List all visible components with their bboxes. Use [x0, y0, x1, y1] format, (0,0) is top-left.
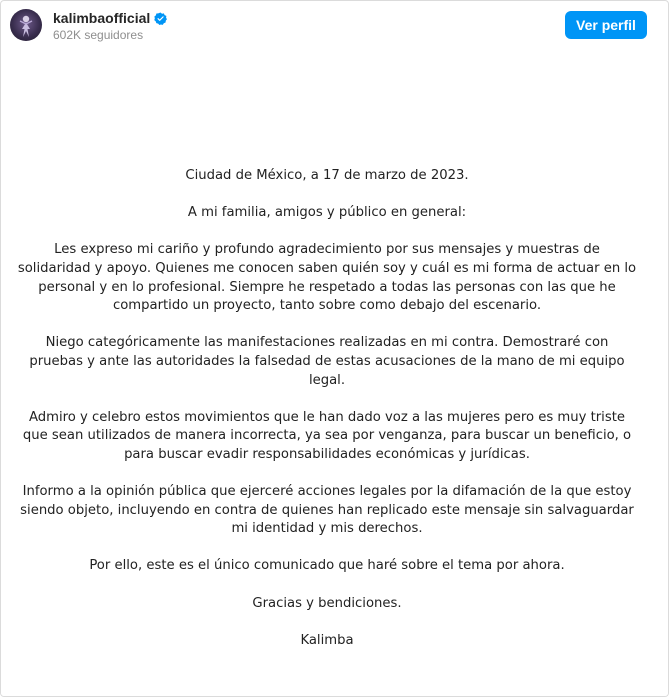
follower-count: 602K seguidores	[53, 28, 144, 42]
username-row	[53, 9, 167, 27]
avatar-figure-icon	[10, 9, 42, 41]
view-profile-button[interactable]: Ver perfil	[565, 11, 647, 39]
statement-closing: Gracias y bendiciones.	[252, 595, 402, 611]
statement-paragraph: Informo a la opinión pública que ejerceré acciones legales por la difamación de la que estoy siendo objeto, incluyendo en contra de quienes han replicado este mensaje sin salvaguardar mi identidad y mis derechos.	[20, 484, 634, 537]
profile-avatar[interactable]	[10, 9, 42, 41]
statement-image[interactable]	[1, 49, 668, 696]
post-header	[1, 1, 668, 49]
statement-paragraph: Niego categóricamente las manifestaciones realizadas en mi contra. Demostraré con pruebas y ante las autoridades la falsedad de estas acusaciones de la mano de mi equipo legal.	[29, 335, 625, 388]
statement-paragraph: Les expreso mi cariño y profundo agradecimiento por sus mensajes y muestras de solidaridad y apoyo. Quienes me conocen saben quién soy y cuál es mi forma de actuar en lo personal y en lo profesional. Siempre he respetado a todas las personas con las que he compartido un proyecto, tanto sobre como debajo del escenario.	[17, 242, 637, 314]
statement-greeting: A mi familia, amigos y público en general:	[187, 205, 467, 221]
statement-signature: Kalimba	[300, 632, 354, 648]
statement-paragraph: Por ello, este es el único comunicado que haré sobre el tema por ahora.	[89, 558, 565, 574]
verified-badge-icon	[154, 12, 167, 25]
username-link[interactable]: kalimbaofficial	[53, 10, 151, 26]
statement-date: Ciudad de México, a 17 de marzo de 2023.	[185, 168, 469, 183]
statement-paragraph: Admiro y celebro estos movimientos que le han dado voz a las mujeres pero es muy triste que sean utilizados de manera incorrecta, ya sea por venganza, para buscar un beneficio, o para buscar evadir responsabilidades económicas y jurídicas.	[22, 409, 632, 462]
statement-text	[17, 167, 637, 650]
